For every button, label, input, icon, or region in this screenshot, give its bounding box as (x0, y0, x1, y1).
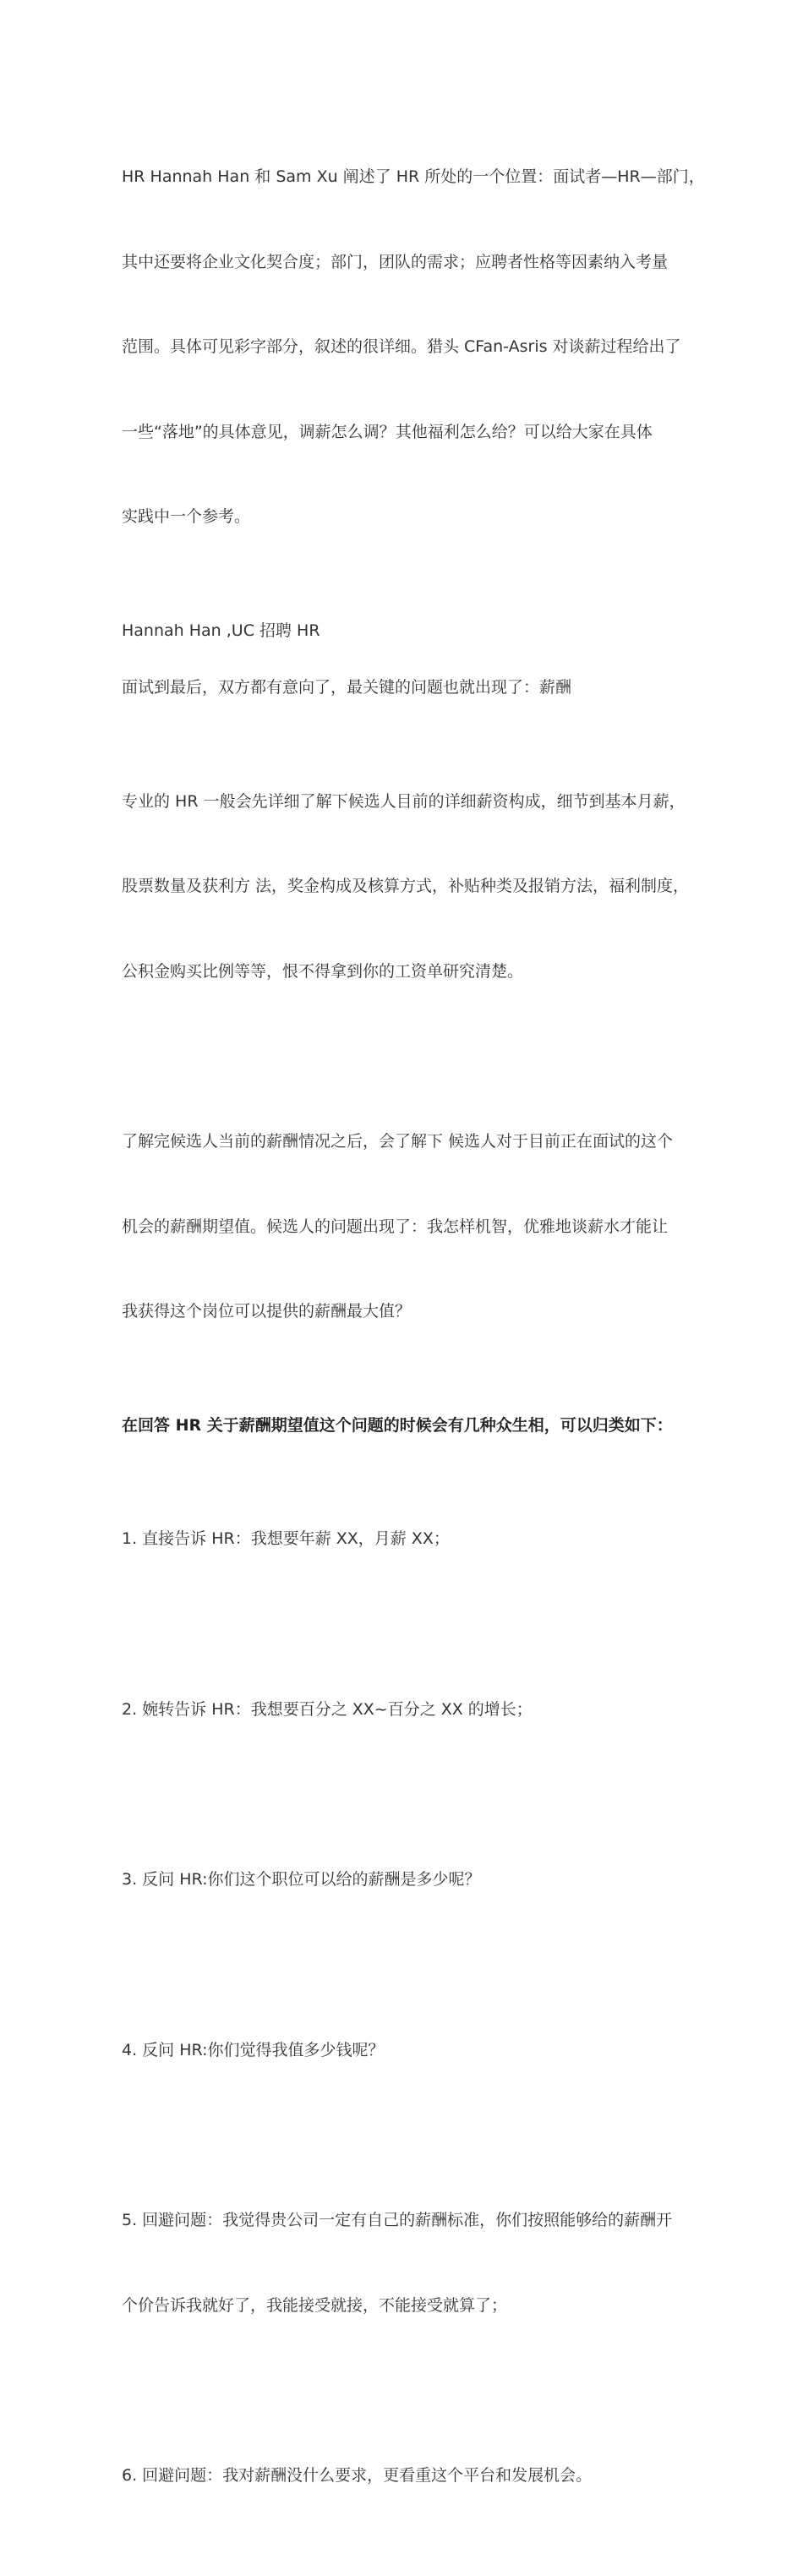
list-item-text: 4. 反问 HR:你们觉得我值多少钱呢？ (122, 2040, 385, 2059)
list-item (122, 1980, 705, 2122)
list-item (122, 1468, 705, 1611)
intro-paragraph (122, 107, 705, 588)
intro-line: 范围。具体可见彩字部分，叙述的很详细。猎头 CFan-Asris 对谈薪过程给出了 (122, 337, 681, 356)
paragraph-line: 股票数量及获利方 法，奖金构成及核算方式，补贴种类及报销方法，福利制度， (122, 877, 690, 895)
intro-line: HR Hannah Han 和 Sam Xu 阐述了 HR 所处的一个位置：面试者—HR—部门， (122, 167, 705, 186)
intro-line: 其中还要将企业文化契合度；部门，团队的需求；应聘者性格等因素纳入考量 (122, 252, 669, 271)
paragraph-salary-question: 面试到最后，双方都有意向了，最关键的问题也就出现了：薪酬 (122, 678, 572, 697)
list-item-text: 1. 直接告诉 HR：我想要年薪 XX，月薪 XX； (122, 1529, 450, 1548)
list-item-text: 个价告诉我就好了，我能接受就接，不能接受就算了； (122, 2295, 508, 2315)
paragraph-hr-details (122, 731, 705, 1043)
list-item (122, 1639, 705, 1781)
intro-line: 实践中一个参考。 (122, 507, 251, 526)
paragraph-line: 我获得这个岗位可以提供的薪酬最大值？ (122, 1302, 412, 1321)
list-item-text: 6. 回避问题：我对薪酬没什么要求，更看重这个平台和发展机会。 (122, 2466, 593, 2485)
paragraph-expectation (122, 1071, 705, 1383)
list-item (122, 2150, 705, 2376)
paragraph-line: 了解完候选人当前的薪酬情况之后，会了解下 候选人对于目前正在面试的这个 (122, 1132, 674, 1151)
list-item (122, 2405, 705, 2547)
paragraph-line: 专业的 HR 一般会先详细了解下候选人目前的详细薪资构成，细节到基本月薪， (122, 791, 686, 811)
list-item-text: 3. 反问 HR:你们这个职位可以给的薪酬是多少呢？ (122, 1870, 481, 1889)
paragraph-line: 公积金购买比例等等，恨不得拿到你的工资单研究清楚。 (122, 961, 524, 981)
list-item-text: 2. 婉转告诉 HR：我想要百分之 XX~百分之 XX 的增长； (122, 1699, 533, 1719)
document-page (122, 107, 705, 2576)
paragraph-line: 机会的薪酬期望值。候选人的问题出现了：我怎样机智，优雅地谈薪水才能让 (122, 1217, 669, 1236)
list-item (122, 1809, 705, 1951)
intro-line: 一些“落地”的具体意见，调薪怎么调？其他福利怎么给？可以给大家在具体 (122, 422, 653, 441)
author-line: Hannah Han ,UC 招聘 HR (122, 621, 320, 640)
list-item-text: 5. 回避问题：我觉得贵公司一定有自己的薪酬标准，你们按照能够给的薪酬开 (122, 2211, 673, 2229)
section-heading: 在回答 HR 关于薪酬期望值这个问题的时候会有几种众生相，可以归类如下： (122, 1415, 673, 1435)
